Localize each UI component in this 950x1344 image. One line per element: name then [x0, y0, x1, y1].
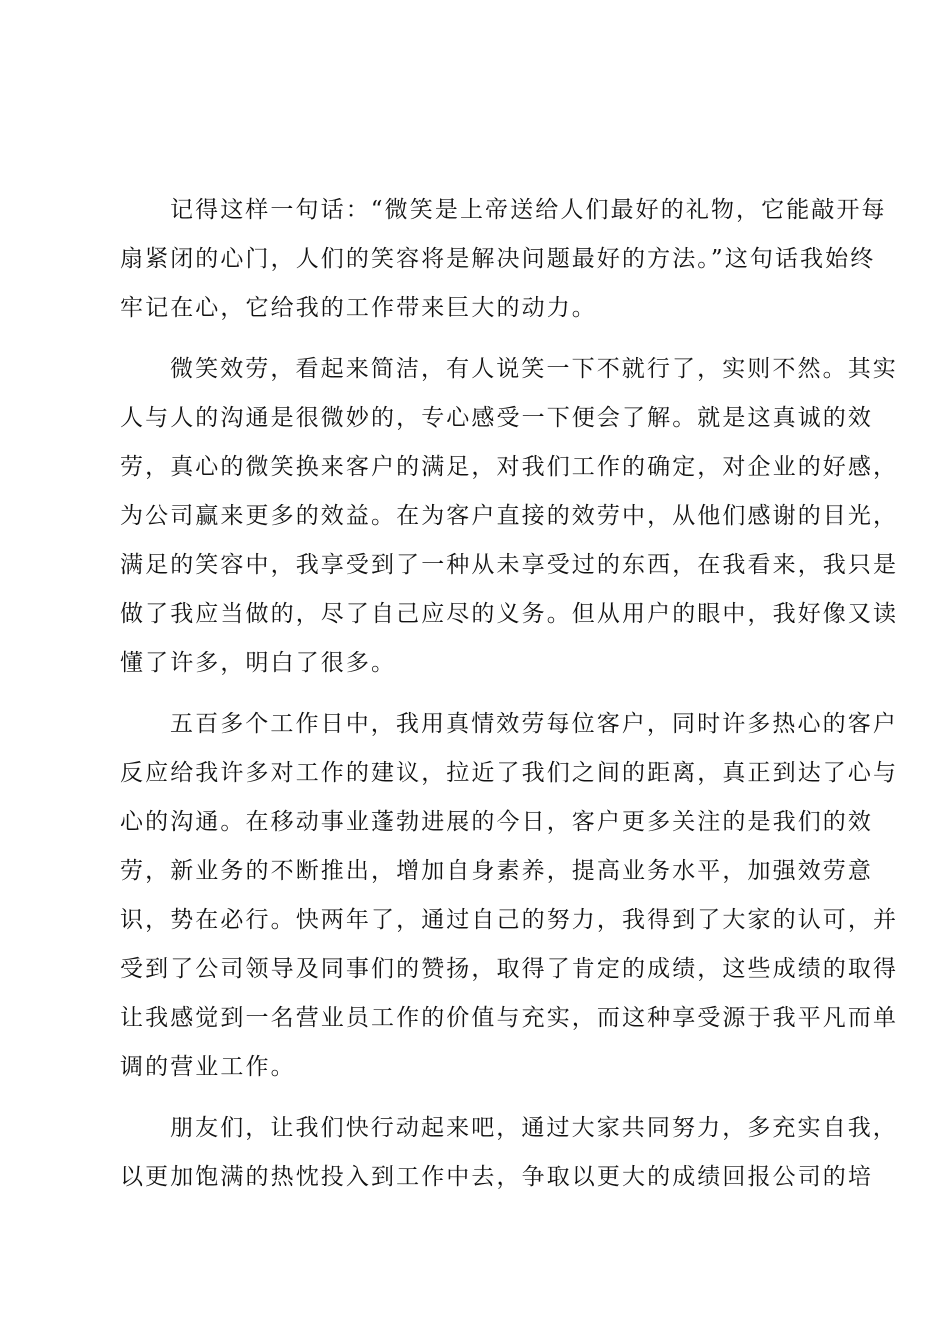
paragraph-line: 为公司赢来更多的效益。在为客户直接的效劳中，从他们感谢的目光， — [120, 503, 899, 529]
paragraph-line: 人与人的沟通是很微妙的，专心感受一下便会了解。就是这真诚的效 — [120, 405, 873, 431]
paragraph-2 — [120, 345, 899, 688]
paragraph-line: 反应给我许多对工作的建议，拉近了我们之间的距离，真正到达了心与 — [120, 760, 899, 786]
paragraph-line: 牢记在心，它给我的工作带来巨大的动力。 — [120, 295, 597, 321]
body-text — [120, 186, 899, 1202]
paragraph-line: 微笑效劳，看起来简洁，有人说笑一下不就行了，实则不然。其实 — [170, 356, 898, 382]
paragraph-line: 受到了公司领导及同事们的赞扬，取得了肯定的成绩，这些成绩的取得 — [120, 956, 899, 982]
paragraph-line: 扇紧闭的心门，人们的笑容将是解决问题最好的方法。”这句话我始终 — [120, 246, 876, 272]
paragraph-line: 识，势在必行。快两年了，通过自己的努力，我得到了大家的认可，并 — [120, 907, 899, 933]
paragraph-line: 满足的笑容中，我享受到了一种从未享受过的东西，在我看来，我只是 — [120, 552, 899, 578]
paragraph-line: 以更加饱满的热忱投入到工作中去，争取以更大的成绩回报公司的培 — [120, 1164, 873, 1190]
paragraph-line: 心的沟通。在移动事业蓬勃进展的今日，客户更多关注的是我们的效 — [120, 809, 873, 835]
paragraph-line: 懂了许多，明白了很多。 — [120, 650, 397, 676]
paragraph-line: 让我感觉到一名营业员工作的价值与充实，而这种享受源于我平凡而单 — [120, 1005, 899, 1031]
paragraph-line: 劳，真心的微笑换来客户的满足，对我们工作的确定，对企业的好感， — [120, 454, 899, 480]
paragraph-line: 记得这样一句话：“微笑是上帝送给人们最好的礼物，它能敲开每 — [170, 197, 887, 223]
paragraph-4 — [120, 1104, 898, 1202]
paragraph-line: 调的营业工作。 — [120, 1054, 296, 1080]
paragraph-3 — [120, 700, 899, 1092]
paragraph-line: 劳，新业务的不断推出，增加自身素养，提高业务水平，加强效劳意 — [120, 858, 873, 884]
paragraph-line: 五百多个工作日中，我用真情效劳每位客户，同时许多热心的客户 — [170, 711, 898, 737]
paragraph-line: 朋友们，让我们快行动起来吧，通过大家共同努力，多充实自我， — [170, 1115, 898, 1141]
paragraph-line: 做了我应当做的，尽了自己应尽的义务。但从用户的眼中，我好像又读 — [120, 601, 899, 627]
paragraph-1 — [120, 186, 887, 333]
